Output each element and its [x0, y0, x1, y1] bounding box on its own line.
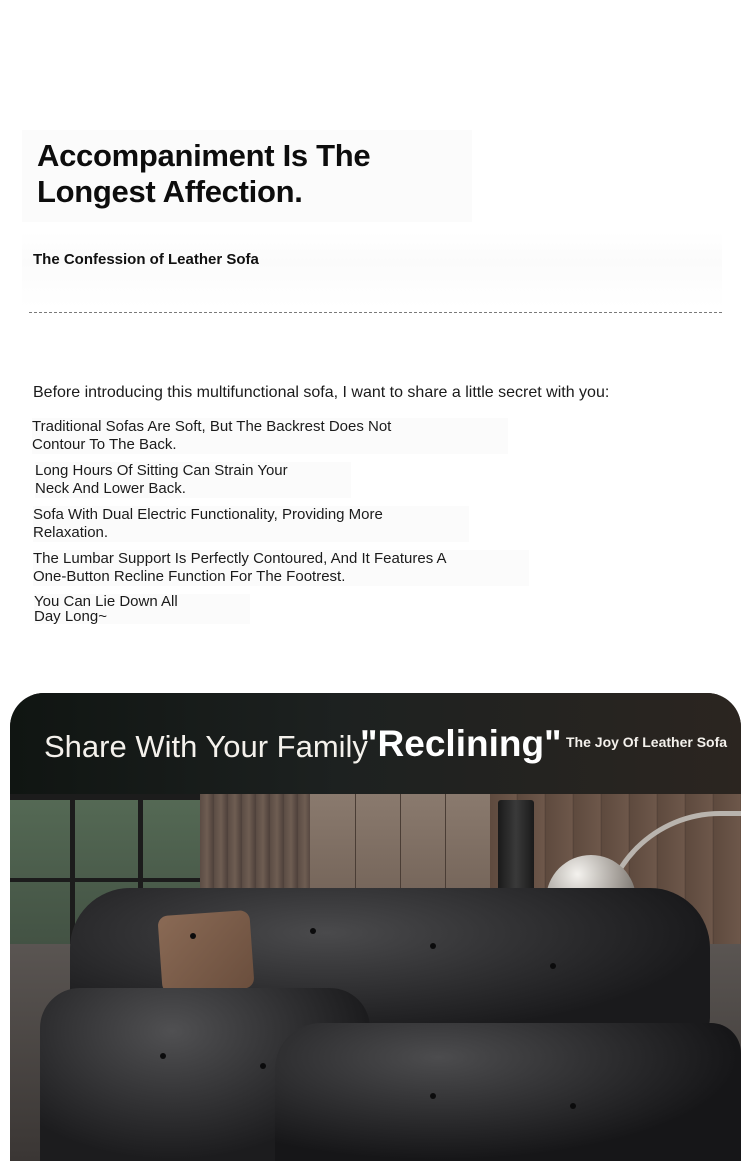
point-item	[33, 506, 469, 542]
window-frame	[10, 878, 200, 882]
headline-line-1: Accompaniment Is The	[37, 138, 371, 173]
sofa-tuft	[430, 943, 436, 949]
window-frame	[10, 794, 200, 800]
banner-accent: "Reclining"	[360, 723, 562, 764]
sofa-tuft	[260, 1063, 266, 1069]
sofa-photo	[10, 693, 741, 1161]
sofa-tuft	[570, 1103, 576, 1109]
banner-title: Share With Your Family	[44, 729, 368, 764]
subtitle-background	[22, 232, 722, 308]
throw-pillow	[157, 910, 254, 994]
point-line-1: You Can Lie Down All	[34, 593, 178, 610]
point-item	[35, 462, 351, 498]
headline	[37, 138, 370, 210]
point-item	[34, 594, 250, 624]
subtitle: The Confession of Leather Sofa	[33, 251, 259, 268]
sofa-tuft	[310, 928, 316, 934]
point-line-1: Long Hours Of Sitting Can Strain Your	[35, 462, 288, 479]
point-line-1: The Lumbar Support Is Perfectly Contoured, And It Features A	[33, 550, 447, 567]
headline-line-2: Longest Affection.	[37, 174, 303, 209]
point-line-2: Neck And Lower Back.	[35, 480, 186, 497]
banner	[10, 693, 741, 794]
point-line-2: One-Button Recline Function For The Footrest.	[33, 568, 346, 585]
banner-tag: The Joy Of Leather Sofa	[566, 734, 728, 750]
dashed-divider	[29, 312, 722, 313]
sofa-seat-right	[275, 1023, 741, 1161]
point-line-2: Contour To The Back.	[32, 436, 177, 453]
sofa-tuft	[160, 1053, 166, 1059]
point-line-2: Day Long~	[34, 608, 107, 625]
point-item	[33, 550, 529, 586]
sofa-tuft	[190, 933, 196, 939]
point-line-2: Relaxation.	[33, 524, 109, 541]
point-item	[32, 418, 508, 454]
sofa-tuft	[430, 1093, 436, 1099]
point-line-1: Sofa With Dual Electric Functionality, Providing More	[33, 506, 383, 523]
point-line-1: Traditional Sofas Are Soft, But The Backrest Does Not	[32, 418, 392, 435]
sofa-tuft	[550, 963, 556, 969]
intro-text: Before introducing this multifunctional sofa, I want to share a little secret with you:	[33, 384, 610, 401]
